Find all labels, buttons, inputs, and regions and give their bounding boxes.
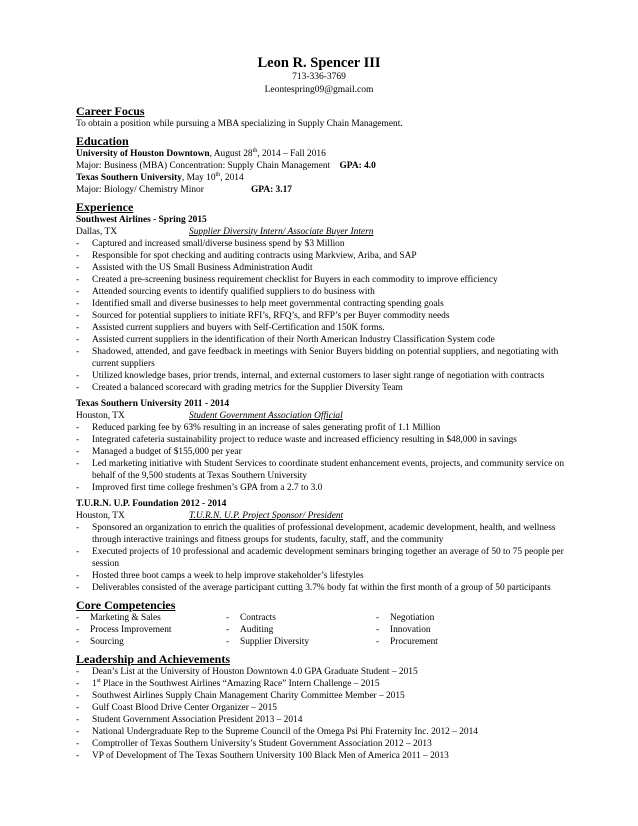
list-item: - Created a pre-screening business requirement checklist for Buyers in each commodity to improve efficiency <box>76 274 566 286</box>
list-item: - Managed a budget of $155,000 per year <box>76 446 566 458</box>
list-item: - Comptroller of Texas Southern University’s Student Government Association 2012 – 2013 <box>76 738 566 750</box>
list-item: - Led marketing initiative with Student Services to coordinate student enhancement events, projects, and community service on behalf of the 9,500 students at Texas Southern University <box>76 458 566 482</box>
list-item: - Created a balanced scorecard with grading metrics for the Supplier Diversity Team <box>76 382 566 394</box>
education-major-2: Major: Biology/ Chemistry Minor GPA: 3.17 <box>76 185 292 195</box>
resume-header <box>0 55 638 97</box>
job-location-role: Houston, TX T.U.R.N. U.P. Project Sponsor/ President <box>76 511 344 521</box>
email-address: Leontespring09@gmail.com <box>264 85 374 95</box>
job-role: Supplier Diversity Intern/ Associate Buyer Intern <box>189 227 374 237</box>
list-item: - Sourced for potential suppliers to initiate RFI’s, RFQ’s, and RFP’s per Buyer commodity needs <box>76 310 566 322</box>
career-focus-heading: Career Focus <box>76 104 145 118</box>
list-item: - Shadowed, attended, and gave feedback in meetings with Senior Buyers bidding on potential suppliers, and negotiating with current suppliers <box>76 346 566 370</box>
list-item: - Negotiation <box>376 612 526 624</box>
job-location-role: Houston, TX Student Government Association Official <box>76 411 343 421</box>
list-item: - Supplier Diversity <box>226 636 376 648</box>
job-location-role: Dallas, TX Supplier Diversity Intern/ Associate Buyer Intern <box>76 227 374 237</box>
gpa: GPA: 3.17 <box>251 185 292 195</box>
list-item: - Assisted current suppliers and buyers with Self-Certification and 150K forms. <box>76 322 566 334</box>
list-item: - Procurement <box>376 636 526 648</box>
list-item: - National Undergraduate Rep to the Supreme Council of the Omega Psi Phi Fraternity Inc. 2012 – 2014 <box>76 726 566 738</box>
list-item: - Captured and increased small/diverse business spend by $3 Million <box>76 238 566 250</box>
list-item: - Contracts <box>226 612 376 624</box>
list-item: - Assisted current suppliers in the identification of their North American Industry Classification System code <box>76 334 566 346</box>
list-item: - Marketing & Sales <box>76 612 226 624</box>
education-heading: Education <box>76 134 129 148</box>
competencies-heading: Core Competencies <box>76 598 176 612</box>
education-entry-1: University of Houston Downtown, August 28th, 2014 – Fall 2016 <box>76 147 326 159</box>
job-bullets <box>76 522 566 594</box>
resume-body <box>76 104 566 762</box>
school-name: University of Houston Downtown <box>76 149 210 159</box>
competency-column <box>76 612 226 648</box>
experience-heading: Experience <box>76 200 134 214</box>
list-item: - Sourcing <box>76 636 226 648</box>
job-role: T.U.R.N. U.P. Project Sponsor/ President <box>189 511 344 521</box>
list-item: - Responsible for spot checking and auditing contracts using Markview, Ariba, and SAP <box>76 250 566 262</box>
job-bullets <box>76 422 566 494</box>
list-item: - Student Government Association President 2013 – 2014 <box>76 714 566 726</box>
list-item: - Reduced parking fee by 63% resulting in an increase of sales generating profit of 1.1 Million <box>76 422 566 434</box>
list-item: - Auditing <box>226 624 376 636</box>
job-role: Student Government Association Official <box>189 411 343 421</box>
phone-number: 713-336-3769 <box>292 72 346 82</box>
candidate-name: Leon R. Spencer III <box>257 55 381 71</box>
list-item: - Assisted with the US Small Business Administration Audit <box>76 262 566 274</box>
job-org: Southwest Airlines - Spring 2015 <box>76 215 207 225</box>
gpa: GPA: 4.0 <box>339 161 376 171</box>
list-item: - Dean’s List at the University of Houston Downtown 4.0 GPA Graduate Student – 2015 <box>76 666 566 678</box>
job-bullets <box>76 238 566 394</box>
competency-column <box>226 612 376 648</box>
list-item: - Executed projects of 10 professional and academic development seminars bringing together an average of 50 to 75 people per session <box>76 546 566 570</box>
list-item: - Innovation <box>376 624 526 636</box>
list-item: - Improved first time college freshmen’s GPA from a 2.7 to 3.0 <box>76 482 566 494</box>
list-item: - Gulf Coast Blood Drive Center Organizer – 2015 <box>76 702 566 714</box>
education-major-1: Major: Business (MBA) Concentration: Supply Chain Management GPA: 4.0 <box>76 161 376 171</box>
list-item: - Utilized knowledge bases, prior trends, internal, and external customers to laser sight range of negotiation with contracts <box>76 370 566 382</box>
list-item: - Southwest Airlines Supply Chain Management Charity Committee Member – 2015 <box>76 690 566 702</box>
career-focus-text: To obtain a position while pursuing a MBA specializing in Supply Chain Management. <box>76 119 403 129</box>
leadership-list <box>76 666 566 762</box>
education-entry-2: Texas Southern University, May 10th, 2014 <box>76 171 244 183</box>
list-item: - Integrated cafeteria sustainability project to reduce waste and increased efficiency resulting in $48,000 in savings <box>76 434 566 446</box>
competency-column <box>376 612 526 648</box>
list-item: - Deliverables consisted of the average participant cutting 3.7% body fat within the first month of a group of 50 participants <box>76 582 566 594</box>
job-org: Texas Southern University 2011 - 2014 <box>76 399 230 409</box>
list-item: - Hosted three boot camps a week to help improve stakeholder’s lifestyles <box>76 570 566 582</box>
list-item: - Sponsored an organization to enrich the qualities of professional development, academic development, health, and wellness through interactive trainings and fitness groups for students, faculty, staff, and the community <box>76 522 566 546</box>
list-item: - Identified small and diverse businesses to help meet governmental contracting spending goals <box>76 298 566 310</box>
list-item: - Attended sourcing events to identify qualified suppliers to do business with <box>76 286 566 298</box>
school-name: Texas Southern University <box>76 173 182 183</box>
list-item: - 1st Place in the Southwest Airlines “Amazing Race” Intern Challenge – 2015 <box>76 678 566 690</box>
leadership-heading: Leadership and Achievements <box>76 652 231 666</box>
job-org: T.U.R.N. U.P. Foundation 2012 - 2014 <box>76 499 227 509</box>
competencies-grid <box>76 612 566 648</box>
list-item: - Process Improvement <box>76 624 226 636</box>
list-item: - VP of Development of The Texas Southern University 100 Black Men of America 2011 – 2013 <box>76 750 566 762</box>
